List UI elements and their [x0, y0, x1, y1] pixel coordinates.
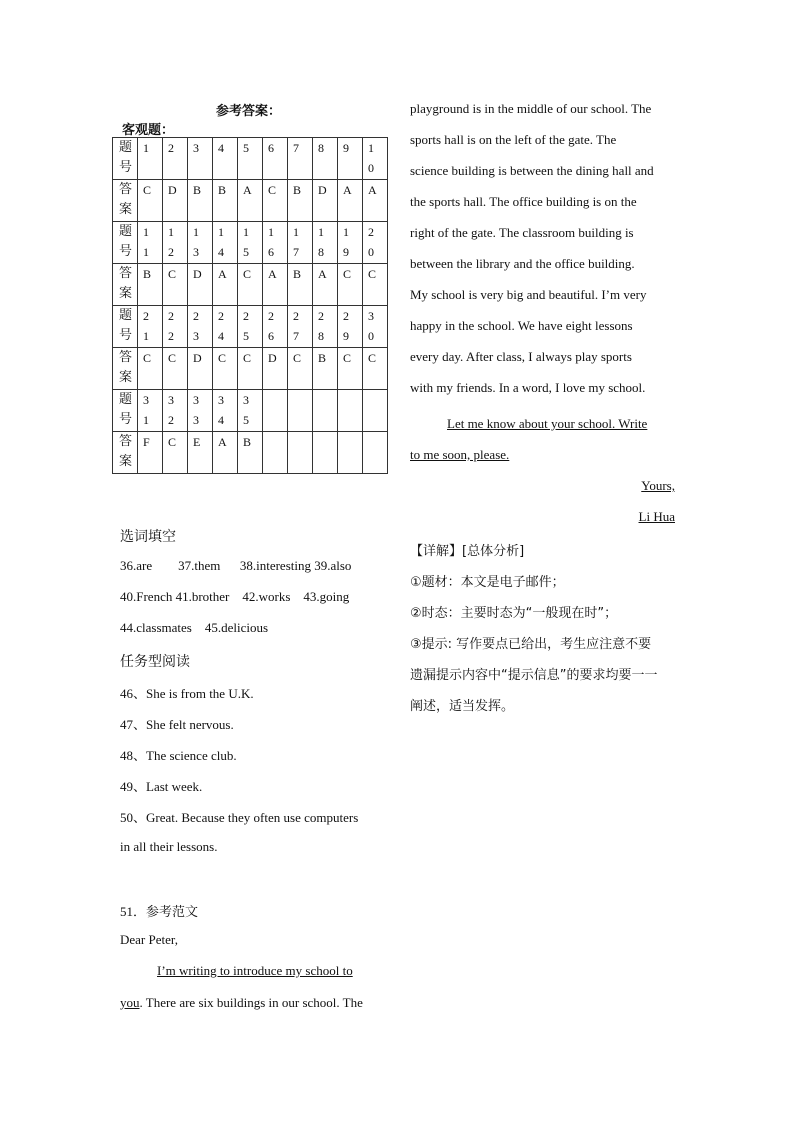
essay-title: 51．参考范文: [120, 904, 199, 919]
answer-cell: D: [313, 180, 338, 222]
answer-cell: A: [213, 264, 238, 306]
answer-cell: C: [363, 264, 388, 306]
question-number-cell: 3 1: [138, 390, 163, 432]
answer-cell: B: [238, 432, 263, 474]
question-number-cell: 1: [138, 138, 163, 180]
answer-cell: B: [313, 348, 338, 390]
question-number-cell: 3: [188, 138, 213, 180]
question-number-cell: 2 0: [363, 222, 388, 264]
question-number-cell: 3 3: [188, 390, 213, 432]
fill-in-line: 44.classmates 45.delicious: [120, 620, 269, 635]
answer-cell: D: [263, 348, 288, 390]
closing-line: to me soon, please.: [410, 447, 510, 462]
question-number-cell: [288, 390, 313, 432]
question-number-cell: 3 2: [163, 390, 188, 432]
answer-cell: A: [313, 264, 338, 306]
question-number-cell: 2: [163, 138, 188, 180]
question-number-row: [113, 390, 388, 432]
answer-cell: A: [263, 264, 288, 306]
answer-label: 答 案: [113, 348, 138, 390]
question-number-cell: 1 8: [313, 222, 338, 264]
answer-cell: C: [238, 264, 263, 306]
question-number-label: 题 号: [113, 390, 138, 432]
fill-in-line: 36.are 37.them 38.interesting 39.also: [120, 558, 352, 573]
question-number-cell: 4: [213, 138, 238, 180]
answer-cell: [338, 432, 363, 474]
reference-answer-title: 参考答案：: [216, 104, 282, 119]
answer-cell: C: [338, 264, 363, 306]
essay-line-rest: . There are six buildings in our school. The: [139, 995, 363, 1010]
question-number-cell: [313, 390, 338, 432]
essay-line: playground is in the middle of our school. The: [410, 101, 652, 116]
question-number-cell: 9: [338, 138, 363, 180]
task-answer-line: in all their lessons.: [120, 839, 218, 854]
essay-line: between the library and the office building.: [410, 256, 635, 271]
answer-cell: E: [188, 432, 213, 474]
question-number-cell: 2 2: [163, 306, 188, 348]
fill-in-line: 40.French 41.brother 42.works 43.going: [120, 589, 350, 604]
answer-cell: [263, 432, 288, 474]
answer-row: [113, 264, 388, 306]
essay-intro-line: I’m writing to introduce my school to: [157, 963, 353, 978]
question-number-cell: 1 3: [188, 222, 213, 264]
essay-line: science building is between the dining hall and: [410, 163, 654, 178]
question-number-cell: 7: [288, 138, 313, 180]
question-number-row: [113, 306, 388, 348]
question-number-cell: 2 3: [188, 306, 213, 348]
signature: Li Hua: [638, 509, 675, 524]
question-number-cell: [338, 390, 363, 432]
essay-line: My school is very big and beautiful. I’m very: [410, 287, 647, 302]
answer-cell: C: [138, 348, 163, 390]
answer-cell: A: [238, 180, 263, 222]
question-number-cell: 2 1: [138, 306, 163, 348]
answer-cell: C: [238, 348, 263, 390]
question-number-cell: 1 4: [213, 222, 238, 264]
answer-label: 答 案: [113, 432, 138, 474]
answer-cell: C: [363, 348, 388, 390]
analysis-line: ③提示: 写作要点已给出，考生应注意不要: [410, 637, 652, 652]
question-number-cell: 6: [263, 138, 288, 180]
essay-line: [120, 995, 363, 1011]
answer-label: 答 案: [113, 180, 138, 222]
answer-cell: [313, 432, 338, 474]
analysis-line: ②时态：主要时态为“一般现在时”；: [410, 606, 618, 621]
essay-line: every day. After class, I always play sports: [410, 349, 632, 364]
answer-table: [112, 137, 388, 474]
question-number-cell: 1 9: [338, 222, 363, 264]
question-number-label: 题 号: [113, 306, 138, 348]
question-number-cell: 1 1: [138, 222, 163, 264]
question-number-row: [113, 138, 388, 180]
question-number-cell: [263, 390, 288, 432]
question-number-cell: 1 0: [363, 138, 388, 180]
question-number-cell: 2 5: [238, 306, 263, 348]
task-answer-line: 46、She is from the U.K.: [120, 686, 254, 701]
answer-cell: A: [338, 180, 363, 222]
task-answer-line: 47、She felt nervous.: [120, 717, 234, 732]
answer-cell: [288, 432, 313, 474]
answer-cell: A: [213, 432, 238, 474]
answer-cell: C: [338, 348, 363, 390]
essay-salutation: Dear Peter,: [120, 932, 178, 947]
answer-row: [113, 348, 388, 390]
question-number-cell: [363, 390, 388, 432]
answer-cell: C: [263, 180, 288, 222]
answer-label: 答 案: [113, 264, 138, 306]
answer-cell: D: [188, 264, 213, 306]
answer-row: [113, 432, 388, 474]
task-reading-title: 任务型阅读: [120, 654, 190, 670]
answer-cell: C: [163, 432, 188, 474]
question-number-cell: 3 5: [238, 390, 263, 432]
task-answer-line: 49、Last week.: [120, 779, 203, 794]
question-number-label: 题 号: [113, 138, 138, 180]
analysis-title: 【详解】[总体分析]: [410, 544, 525, 559]
task-answer-line: 50、Great. Because they often use computers: [120, 810, 359, 825]
closing-line: Let me know about your school. Write: [447, 416, 648, 431]
question-number-cell: 2 9: [338, 306, 363, 348]
answer-cell: D: [188, 348, 213, 390]
answer-cell: C: [288, 348, 313, 390]
question-number-cell: 1 2: [163, 222, 188, 264]
answer-cell: F: [138, 432, 163, 474]
answer-cell: C: [138, 180, 163, 222]
question-number-cell: 1 6: [263, 222, 288, 264]
question-number-row: [113, 222, 388, 264]
answer-cell: A: [363, 180, 388, 222]
question-number-cell: 3 0: [363, 306, 388, 348]
task-answer-line: 48、The science club.: [120, 748, 237, 763]
essay-line: sports hall is on the left of the gate. The: [410, 132, 617, 147]
question-number-cell: 1 5: [238, 222, 263, 264]
objective-questions-title: 客观题：: [122, 123, 175, 138]
essay-line: the sports hall. The office building is on the: [410, 194, 637, 209]
answer-row: [113, 180, 388, 222]
question-number-label: 题 号: [113, 222, 138, 264]
essay-line: with my friends. In a word, I love my school.: [410, 380, 646, 395]
essay-you-word: you: [120, 995, 140, 1010]
question-number-cell: 3 4: [213, 390, 238, 432]
answer-cell: B: [288, 264, 313, 306]
fill-in-title: 选词填空: [120, 529, 176, 545]
analysis-line: ①题材：本文是电子邮件；: [410, 575, 565, 590]
question-number-cell: 8: [313, 138, 338, 180]
answer-cell: B: [213, 180, 238, 222]
answer-cell: B: [188, 180, 213, 222]
question-number-cell: 2 6: [263, 306, 288, 348]
answer-cell: B: [138, 264, 163, 306]
question-number-cell: 5: [238, 138, 263, 180]
answer-cell: B: [288, 180, 313, 222]
question-number-cell: 2 8: [313, 306, 338, 348]
analysis-line: 遗漏提示内容中“提示信息”的要求均要一一: [410, 668, 658, 683]
sign-off: Yours,: [641, 478, 675, 493]
answer-cell: C: [163, 264, 188, 306]
answer-cell: D: [163, 180, 188, 222]
essay-line: happy in the school. We have eight lessons: [410, 318, 633, 333]
question-number-cell: 2 7: [288, 306, 313, 348]
answer-cell: C: [163, 348, 188, 390]
analysis-line: 阐述，适当发挥。: [410, 699, 515, 714]
question-number-cell: 2 4: [213, 306, 238, 348]
question-number-cell: 1 7: [288, 222, 313, 264]
essay-line: right of the gate. The classroom building is: [410, 225, 634, 240]
answer-cell: C: [213, 348, 238, 390]
answer-cell: [363, 432, 388, 474]
